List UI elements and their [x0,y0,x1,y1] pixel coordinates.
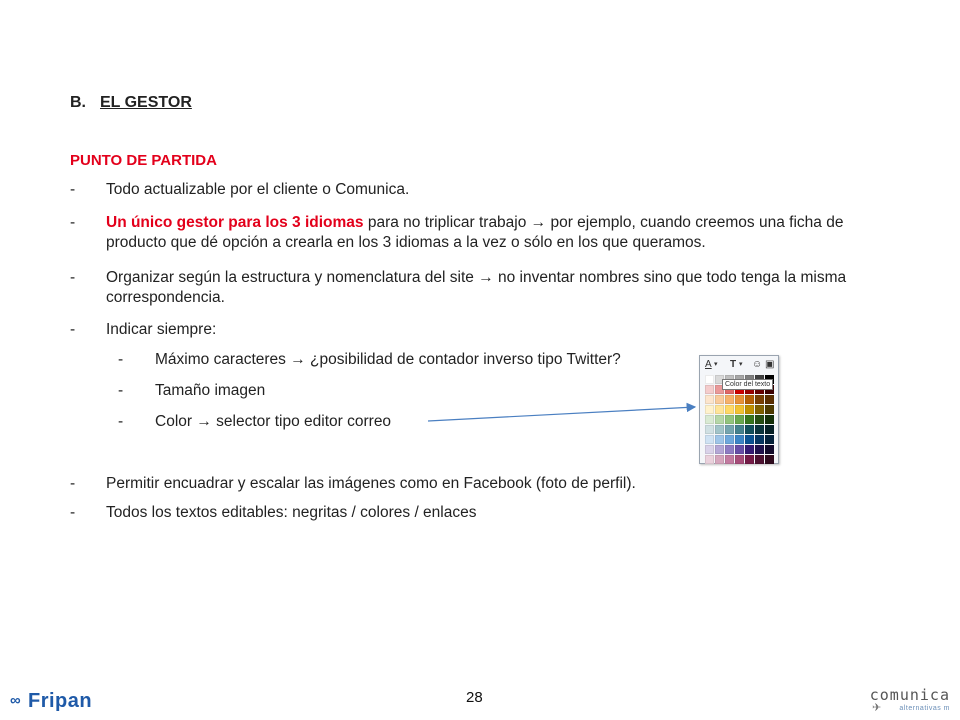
color-swatch[interactable] [745,445,754,454]
chevron-down-icon[interactable]: ▾ [739,361,743,368]
color-swatch[interactable] [725,455,734,464]
bullet-text: Indicar siempre: [106,321,217,338]
color-swatch[interactable] [765,395,774,404]
bullet-text: para no triplicar trabajo [363,214,531,231]
arrow-icon: → [530,214,547,231]
bullet-text: Todo actualizable por el cliente o Comunica. [106,181,410,198]
bullet-dash: - [118,382,124,399]
color-swatch[interactable] [755,435,764,444]
color-swatch[interactable] [735,425,744,434]
color-swatch[interactable] [745,425,754,434]
color-swatch[interactable] [715,405,724,414]
arrow-icon: → [196,413,212,430]
bullet-dash: - [70,504,76,521]
image-icon[interactable]: ▣ [765,359,775,370]
arrow-icon: → [290,351,306,368]
text-format-icon[interactable]: T [730,359,737,370]
color-tooltip: Color del texto [722,379,773,390]
bullet-dash: - [118,351,124,368]
bullet-highlight: Un único gestor para los 3 idiomas [106,214,364,231]
bullet-text: Todos los textos editables: negritas / colores / enlaces [106,504,477,521]
color-swatch[interactable] [745,435,754,444]
color-swatch[interactable] [755,445,764,454]
bullet-text: ¿posibilidad de contador inverso tipo Twitter? [305,351,621,368]
color-swatch[interactable] [705,405,714,414]
color-swatch[interactable] [705,425,714,434]
color-swatch[interactable] [735,415,744,424]
bullet-text: Máximo caracteres [155,351,291,368]
color-swatch[interactable] [725,415,734,424]
bullet-text: no inventar nombres sino que todo tenga la misma correspondencia. [106,269,847,306]
bullet-text: selector tipo editor correo [211,413,392,430]
color-swatch[interactable] [735,405,744,414]
fripan-logo-icon: ∞ [10,692,21,709]
color-swatch[interactable] [715,435,724,444]
color-swatch[interactable] [715,445,724,454]
bullet-dash: - [70,181,76,198]
color-swatch[interactable] [735,455,744,464]
section-title: EL GESTOR [100,94,192,111]
color-swatch[interactable] [765,425,774,434]
subheading: PUNTO DE PARTIDA [70,152,217,169]
bullet-dash: - [70,475,76,492]
comunica-logo-subtext: alternativas m [899,705,950,712]
comunica-logo [869,686,952,716]
color-swatch[interactable] [715,455,724,464]
color-swatch[interactable] [705,415,714,424]
color-swatch[interactable] [705,435,714,444]
emoji-icon[interactable]: ☺ [752,359,763,370]
comunica-logo-text: comunica [869,686,950,704]
page-number: 28 [466,689,483,706]
bullet-dash: - [118,413,124,430]
color-swatch[interactable] [755,425,764,434]
color-swatch[interactable] [735,435,744,444]
color-swatch[interactable] [705,385,714,394]
color-swatch[interactable] [745,415,754,424]
color-picker-popup [699,355,779,464]
color-swatch[interactable] [705,455,714,464]
color-swatch[interactable] [755,405,764,414]
color-swatch[interactable] [735,445,744,454]
arrow-icon: → [478,269,494,286]
color-swatch[interactable] [725,445,734,454]
bullet-text: Tamaño imagen [155,382,266,399]
color-swatch[interactable] [705,445,714,454]
color-swatch[interactable] [765,445,774,454]
color-swatch[interactable] [765,415,774,424]
color-swatch[interactable] [715,415,724,424]
font-color-icon[interactable]: A [705,359,712,370]
color-swatch[interactable] [715,425,724,434]
bullet-dash: - [70,214,76,231]
chevron-down-icon[interactable]: ▾ [714,361,718,368]
color-swatch[interactable] [705,395,714,404]
bullet-text: Permitir encuadrar y escalar las imágenes como en Facebook (foto de perfil). [106,475,636,492]
color-swatch[interactable] [765,405,774,414]
color-swatch[interactable] [725,395,734,404]
color-swatch[interactable] [765,435,774,444]
color-swatch[interactable] [715,395,724,404]
color-swatch[interactable] [705,375,714,384]
color-swatch[interactable] [745,405,754,414]
bullet-dash: - [70,269,76,286]
color-swatch[interactable] [755,415,764,424]
color-swatch[interactable] [745,395,754,404]
color-swatch[interactable] [745,455,754,464]
color-swatch[interactable] [725,405,734,414]
color-swatch[interactable] [735,395,744,404]
color-swatch[interactable] [755,455,764,464]
color-swatch[interactable] [755,395,764,404]
color-swatch[interactable] [725,435,734,444]
fripan-logo-text: Fripan [28,690,93,712]
bullet-dash: - [70,321,76,338]
bullet-text: por ejemplo, cuando creemos una ficha de producto que dé opción a crearla en los 3 idiomas a la vez o sólo en los que queramos. [106,214,844,251]
color-picker-toolbar [702,358,776,372]
color-swatch[interactable] [765,455,774,464]
section-letter: B. [70,94,86,111]
bullet-text: Color [155,413,197,430]
color-swatch[interactable] [725,425,734,434]
bullet-text: Organizar según la estructura y nomenclatura del site [106,269,479,286]
paper-plane-icon: ✈ [872,702,882,714]
